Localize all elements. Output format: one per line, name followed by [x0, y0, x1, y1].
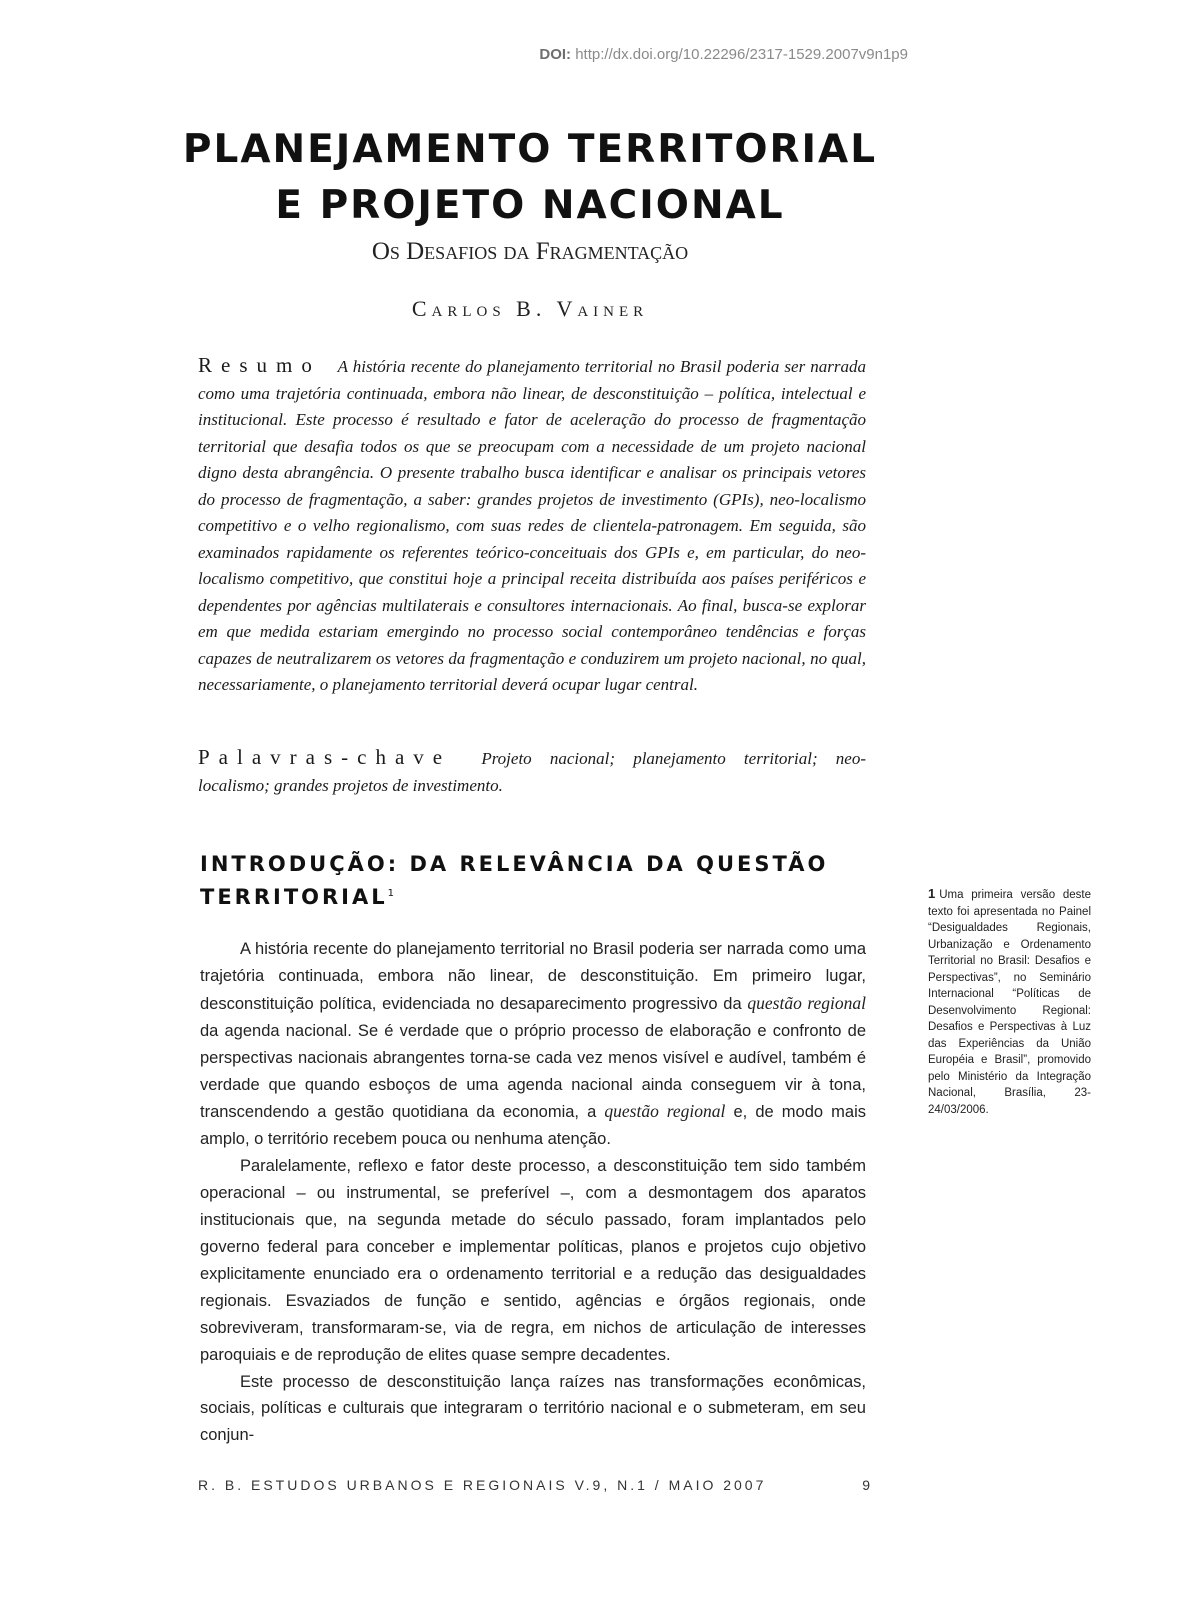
doi-line — [539, 46, 908, 63]
keywords-text: Projeto nacional; planejamento territorial; neo-localismo; grandes projetos de investimento. — [198, 749, 867, 795]
footnote-marker[interactable]: 1 — [387, 888, 394, 899]
section-heading-text: INTRODUÇÃO: DA RELEVÂNCIA DA QUESTÃO TERRITORIAL — [200, 852, 829, 909]
paragraph-2: Paralelamente, reflexo e fator deste processo, a desconstituição tem sido também operacional – ou instrumental, se preferível –, com a desmontagem dos aparatos institucionais que, na segunda metade do século passado, foram implantados pelo governo federal para conceber e implementar políticas, planos e projetos cujo objetivo explicitamente enunciado era o ordenamento territorial e a redução das desigualdades regionais. Esvaziados de função e sentido, agências e órgãos regionais, onde sobreviveram, transformaram-se, via de regra, em nichos de articulação de interesses paroquiais e de reprodução de elites quase sempre decadentes. — [200, 1157, 866, 1364]
article-subtitle: Os Desafios da Fragmentação — [371, 238, 689, 265]
paragraph-3: Este processo de desconstituição lança raízes nas transformações econômicas, sociais, políticas e culturais que integraram o território nacional e o submeteram, em seu conjun- — [200, 1372, 866, 1445]
footnote-text: Uma primeira versão deste texto foi apresentada no Painel “Desigualdades Regionais, Urbanização e Ordenamento Territorial no Brasil: Desafios e Perspectivas”, no Seminário Internacional “Políticas de Desenvolvimento Regional: Desafios e Perspectivas à Luz das Experiências da União Européia e Brasil”, promovido pelo Ministério da Integração Nacional, Brasília, 23-24/03/2006. — [928, 889, 1091, 1116]
abstract-text: A história recente do planejamento territorial no Brasil poderia ser narrada como uma trajetória continuada, embora não linear, de desconstituição – política, intelectual e institucional. Este processo é resultado e fator de aceleração do processo de fragmentação territorial que desafia todos os que se preocupam com a necessidade de um projeto nacional digno desta abrangência. O presente trabalho busca identificar e analisar os principais vetores do processo de fragmentação, a saber: grandes projetos de investimento (GPIs), neo-localismo competitivo e o velho regionalismo, com suas redes de clientela-patronagem. Em seguida, são examinados rapidamente os referentes teórico-conceituais dos GPIs e, em particular, do neo-localismo competitivo, que constitui hoje a principal receita distribuída aos países periféricos e dependentes por agências multilaterais e consultores internacionais. Ao final, busca-se explorar em que medida estariam emergindo no processo social contemporâneo tendências e forças capazes de neutralizarem os vetores da fragmentação e conduzirem um projeto nacional, no qual, necessariamente, o planejamento territorial deverá ocupar lugar central. — [198, 357, 866, 694]
article-title — [150, 122, 910, 234]
paragraph-1: A história recente do planejamento territorial no Brasil poderia ser narrada como uma trajetória continuada, embora não linear, de desconstituição. Em primeiro lugar, desconstituição política, evidenciada no desaparecimento progressivo da questão regional da agenda nacional. Se é verdade que o próprio processo de elaboração e confronto de perspectivas nacionais abrangentes torna-se cada vez menos visível e audível, também é verdade que quando esboços de uma agenda nacional ainda conseguem vir à tona, transcendendo a gestão quotidiana da economia, a questão regional e, de modo mais amplo, o território recebem pouca ou nenhuma atenção. — [200, 940, 867, 1149]
journal-citation: R. B. ESTUDOS URBANOS E REGIONAIS V.9, N.1 / MAIO 2007 — [198, 1477, 767, 1493]
page-number: 9 — [862, 1477, 870, 1493]
footnote-number: 1 — [928, 886, 936, 901]
body-text — [200, 936, 866, 1449]
title-line-1: PLANEJAMENTO TERRITORIAL — [182, 127, 878, 172]
keywords — [198, 744, 866, 799]
keywords-label: Palavras-chave — [198, 745, 452, 769]
title-line-2: E PROJETO NACIONAL — [275, 183, 785, 228]
running-footer — [198, 1477, 870, 1493]
author-name: Carlos B. Vainer — [411, 296, 649, 321]
abstract-label: Resumo — [198, 353, 321, 377]
doi-label: DOI: — [539, 46, 572, 63]
section-heading — [200, 850, 880, 912]
doi-link[interactable]: http://dx.doi.org/10.22296/2317-1529.2007v9n1p9 — [575, 46, 908, 63]
abstract — [198, 352, 866, 699]
footnote — [928, 886, 1091, 1118]
